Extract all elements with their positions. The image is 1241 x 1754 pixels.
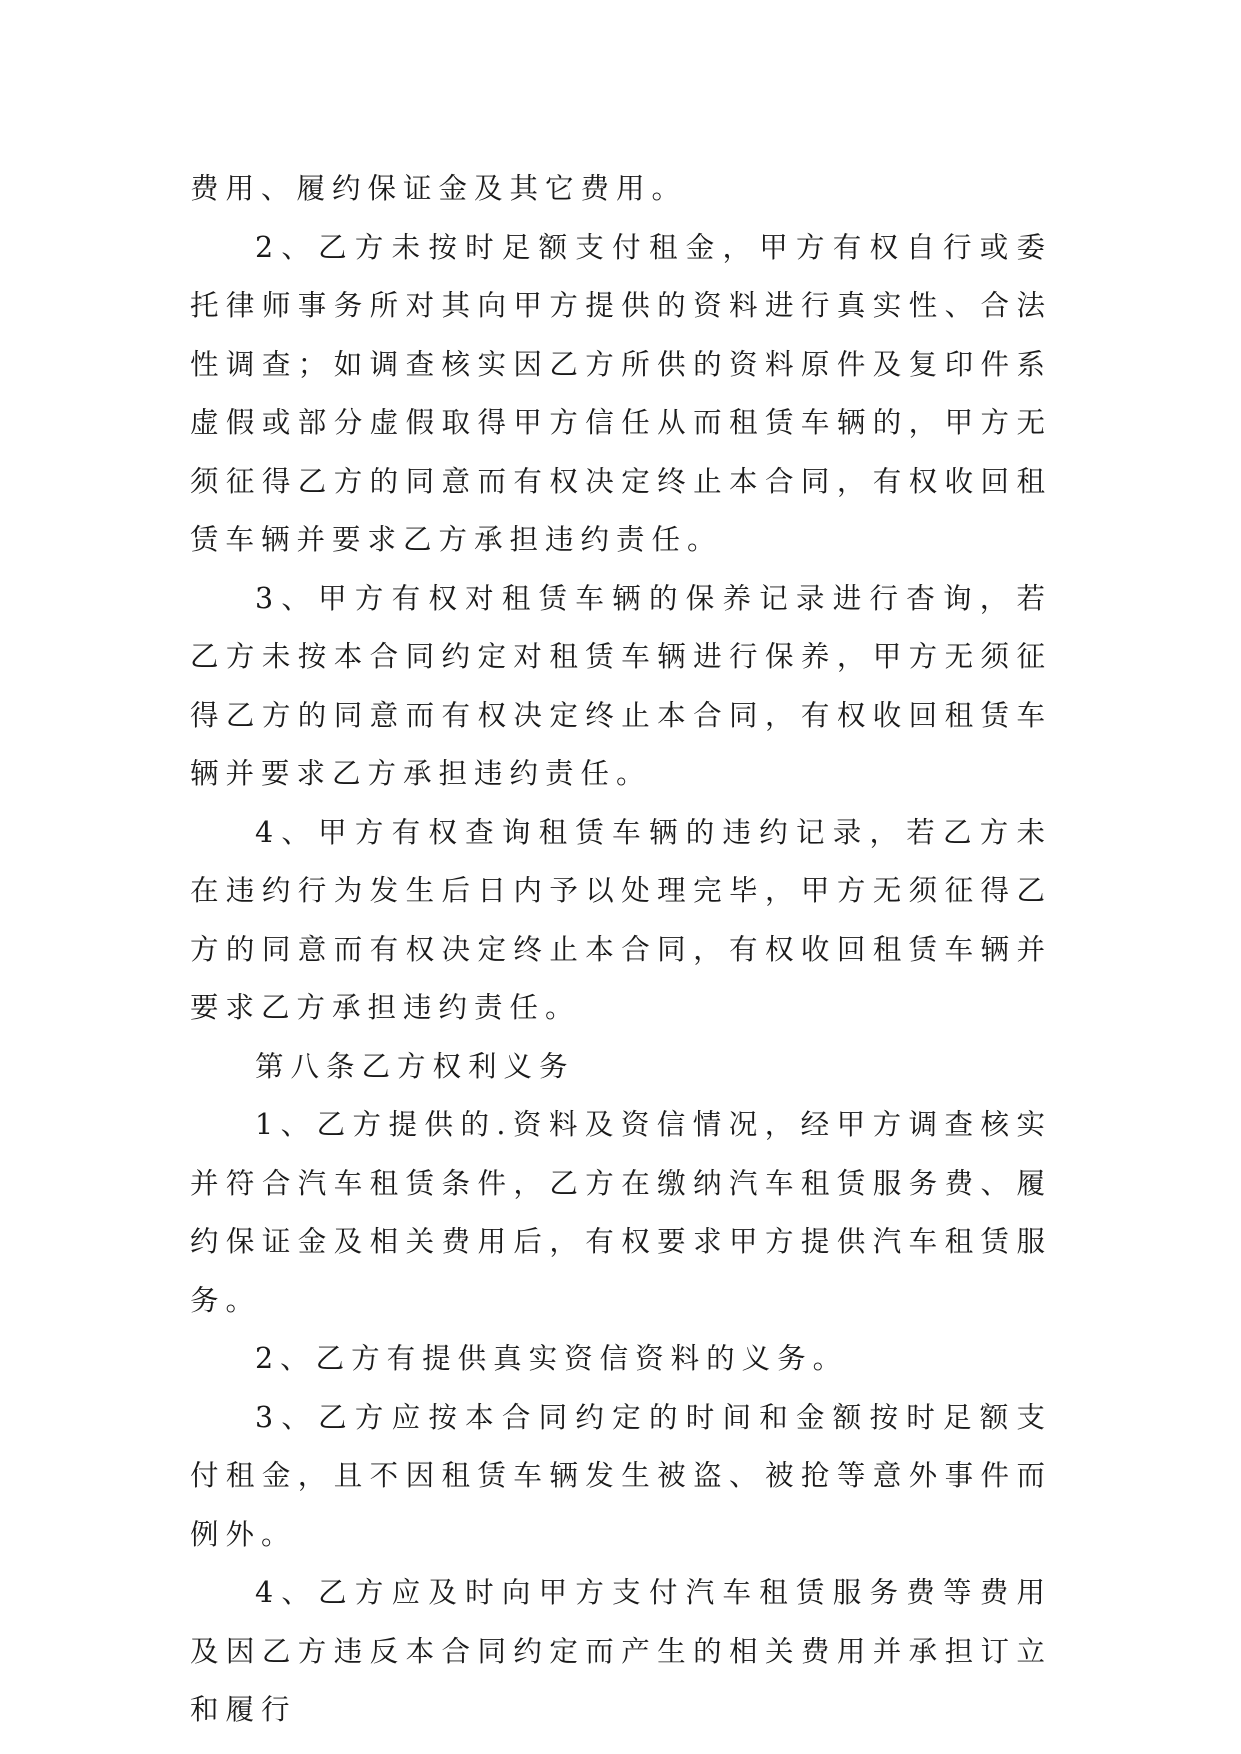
paragraph-clause-2-investigation: 2、乙方未按时足额支付租金，甲方有权自行或委托律师事务所对其向甲方提供的资料进行真实性、合法性调查；如调查核实因乙方所供的资料原件及复印件系虚假或部分虚假取得甲方信任从而租赁车辆的，甲方无须征得乙方的同意而有权决定终止本合同，有权收回租赁车辆并要求乙方承担违约责任。	[190, 230, 1052, 556]
paragraph-article-8-item-1: 1、乙方提供的.资料及资信情况，经甲方调查核实并符合汽车租赁条件，乙方在缴纳汽车租赁服务费、履约保证金及相关费用后，有权要求甲方提供汽车租赁服务。	[190, 1108, 1052, 1317]
paragraph-article-8-item-3: 3、乙方应按本合同约定的时间和金额按时足额支付租金，且不因租赁车辆发生被盗、被抢等意外事件而例外。	[190, 1400, 1052, 1551]
paragraph-article-8-item-4: 4、乙方应及时向甲方支付汽车租赁服务费等费用及因乙方违反本合同约定而产生的相关费用并承担订立和履行	[190, 1576, 1052, 1726]
paragraph-article-8-item-2: 2、乙方有提供真实资信资料的义务。	[255, 1342, 849, 1375]
paragraph-clause-3-maintenance: 3、甲方有权对租赁车辆的保养记录进行杳询，若乙方未按本合同约定对租赁车辆进行保养，甲方无须征得乙方的同意而有权决定终止本合同，有权收回租赁车辆并要求乙方承担违约责任。	[190, 581, 1052, 790]
document-body	[190, 160, 1052, 1740]
paragraph-clause-4-violations: 4、甲方有权查询租赁车辆的违约记录，若乙方未在违约行为发生后日内予以处理完毕，甲方无须征得乙方的同意而有权决定终止本合同，有权收回租赁车辆并要求乙方承担违约责任。	[190, 815, 1052, 1024]
paragraph-fees-continuation: 费用、履约保证金及其它费用。	[190, 172, 688, 205]
section-heading-article-8: 第八条乙方权利义务	[255, 1049, 575, 1083]
